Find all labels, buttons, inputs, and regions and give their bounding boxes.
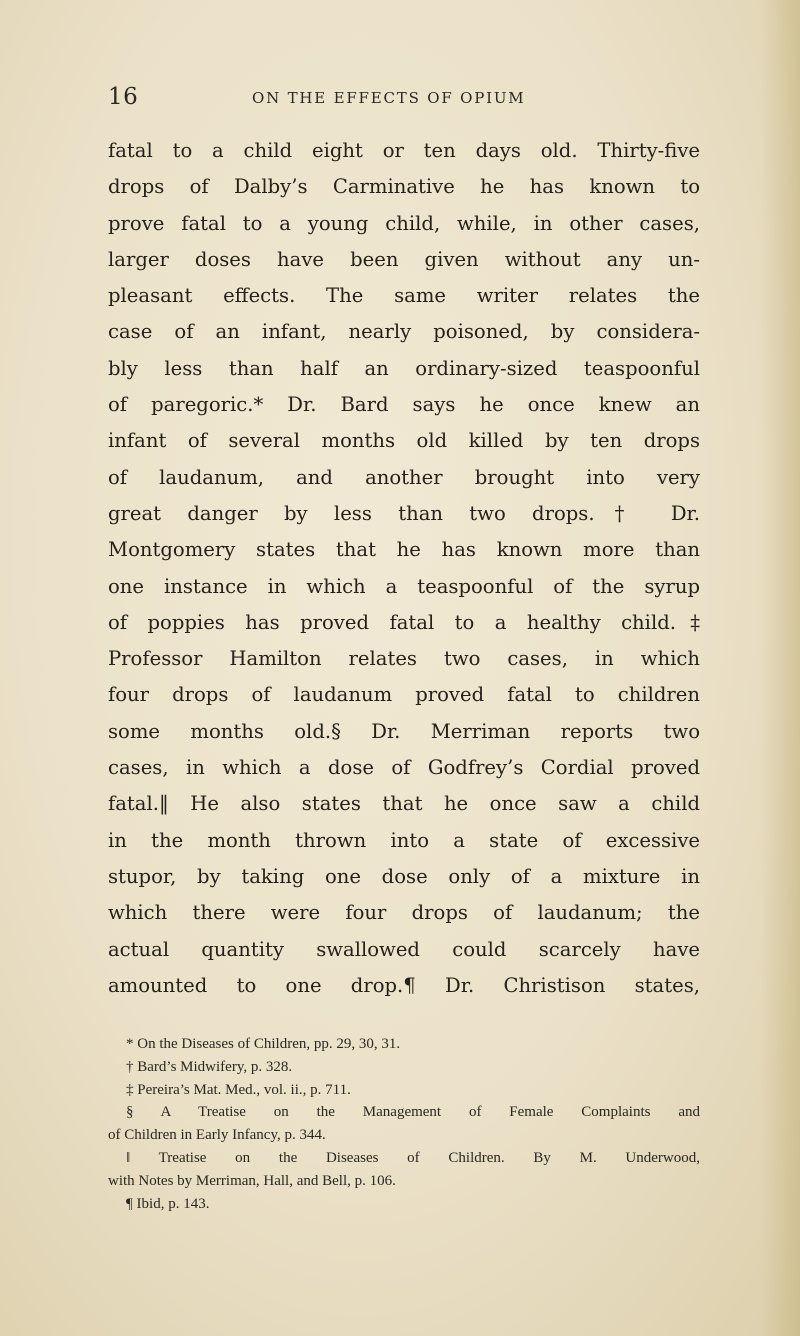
body-line: amounted to one drop.¶ Dr. Christison states, [108,973,700,997]
body-line: cases, in which a dose of Godfrey’s Cordial proved [108,756,700,780]
footnote-line: ‡ Pereira’s Mat. Med., vol. ii., p. 711. [126,1081,351,1098]
footnote-line: ¶ Ibid, p. 143. [126,1195,210,1212]
body-line: Montgomery states that he has known more than [108,538,700,562]
footnote-line: § A Treatise on the Management of Female Complaints and [126,1104,700,1121]
running-head: ON THE EFFECTS OF OPIUM [252,89,526,107]
body-line: infant of several months old killed by ten drops [108,429,700,453]
footnote-line: † Bard’s Midwifery, p. 328. [126,1058,293,1075]
body-line: Professor Hamilton relates two cases, in which [108,647,700,671]
body-line: fatal.‖ He also states that he once saw a child [108,792,700,816]
body-line: pleasant effects. The same writer relates the [108,284,700,308]
body-line: bly less than half an ordinary-sized teaspoonful [108,356,700,380]
body-line: actual quantity swallowed could scarcely have [108,937,700,961]
footnote-line: of Children in Early Infancy, p. 344. [108,1127,326,1144]
body-line: which there were four drops of laudanum; the [108,901,700,925]
body-line: one instance in which a teaspoonful of the syrup [108,574,700,598]
body-line: fatal to a child eight or ten days old. Thirty-five [108,139,700,162]
page-number: 16 [108,84,139,110]
footnote-line: with Notes by Merriman, Hall, and Bell, p. 106. [108,1172,396,1189]
body-line: of poppies has proved fatal to a healthy child.‡ [108,610,700,634]
body-line: of laudanum, and another brought into very [108,465,700,489]
body-line: four drops of laudanum proved fatal to children [108,683,700,707]
body-line: great danger by less than two drops.† Dr. [108,501,700,525]
body-line: some months old.§ Dr. Merriman reports two [108,719,700,743]
footnote-line: * On the Diseases of Children, pp. 29, 30, 31. [126,1036,401,1052]
body-line: in the month thrown into a state of excessive [108,828,700,852]
body-line: stupor, by taking one dose only of a mixture in [108,864,700,888]
body-text [108,133,700,1004]
body-line: drops of Dalby’s Carminative he has known to [108,175,700,199]
footnotes [108,1033,700,1215]
body-line: of paregoric.* Dr. Bard says he once knew an [108,393,700,417]
body-line: larger doses have been given without any un- [108,247,700,271]
body-line: prove fatal to a young child, while, in other cases, [108,211,700,235]
body-line: case of an infant, nearly poisoned, by considera- [108,320,700,344]
footnote-line: ‖ Treatise on the Diseases of Children. By M. Underwood, [126,1149,700,1166]
page-header [108,84,698,124]
